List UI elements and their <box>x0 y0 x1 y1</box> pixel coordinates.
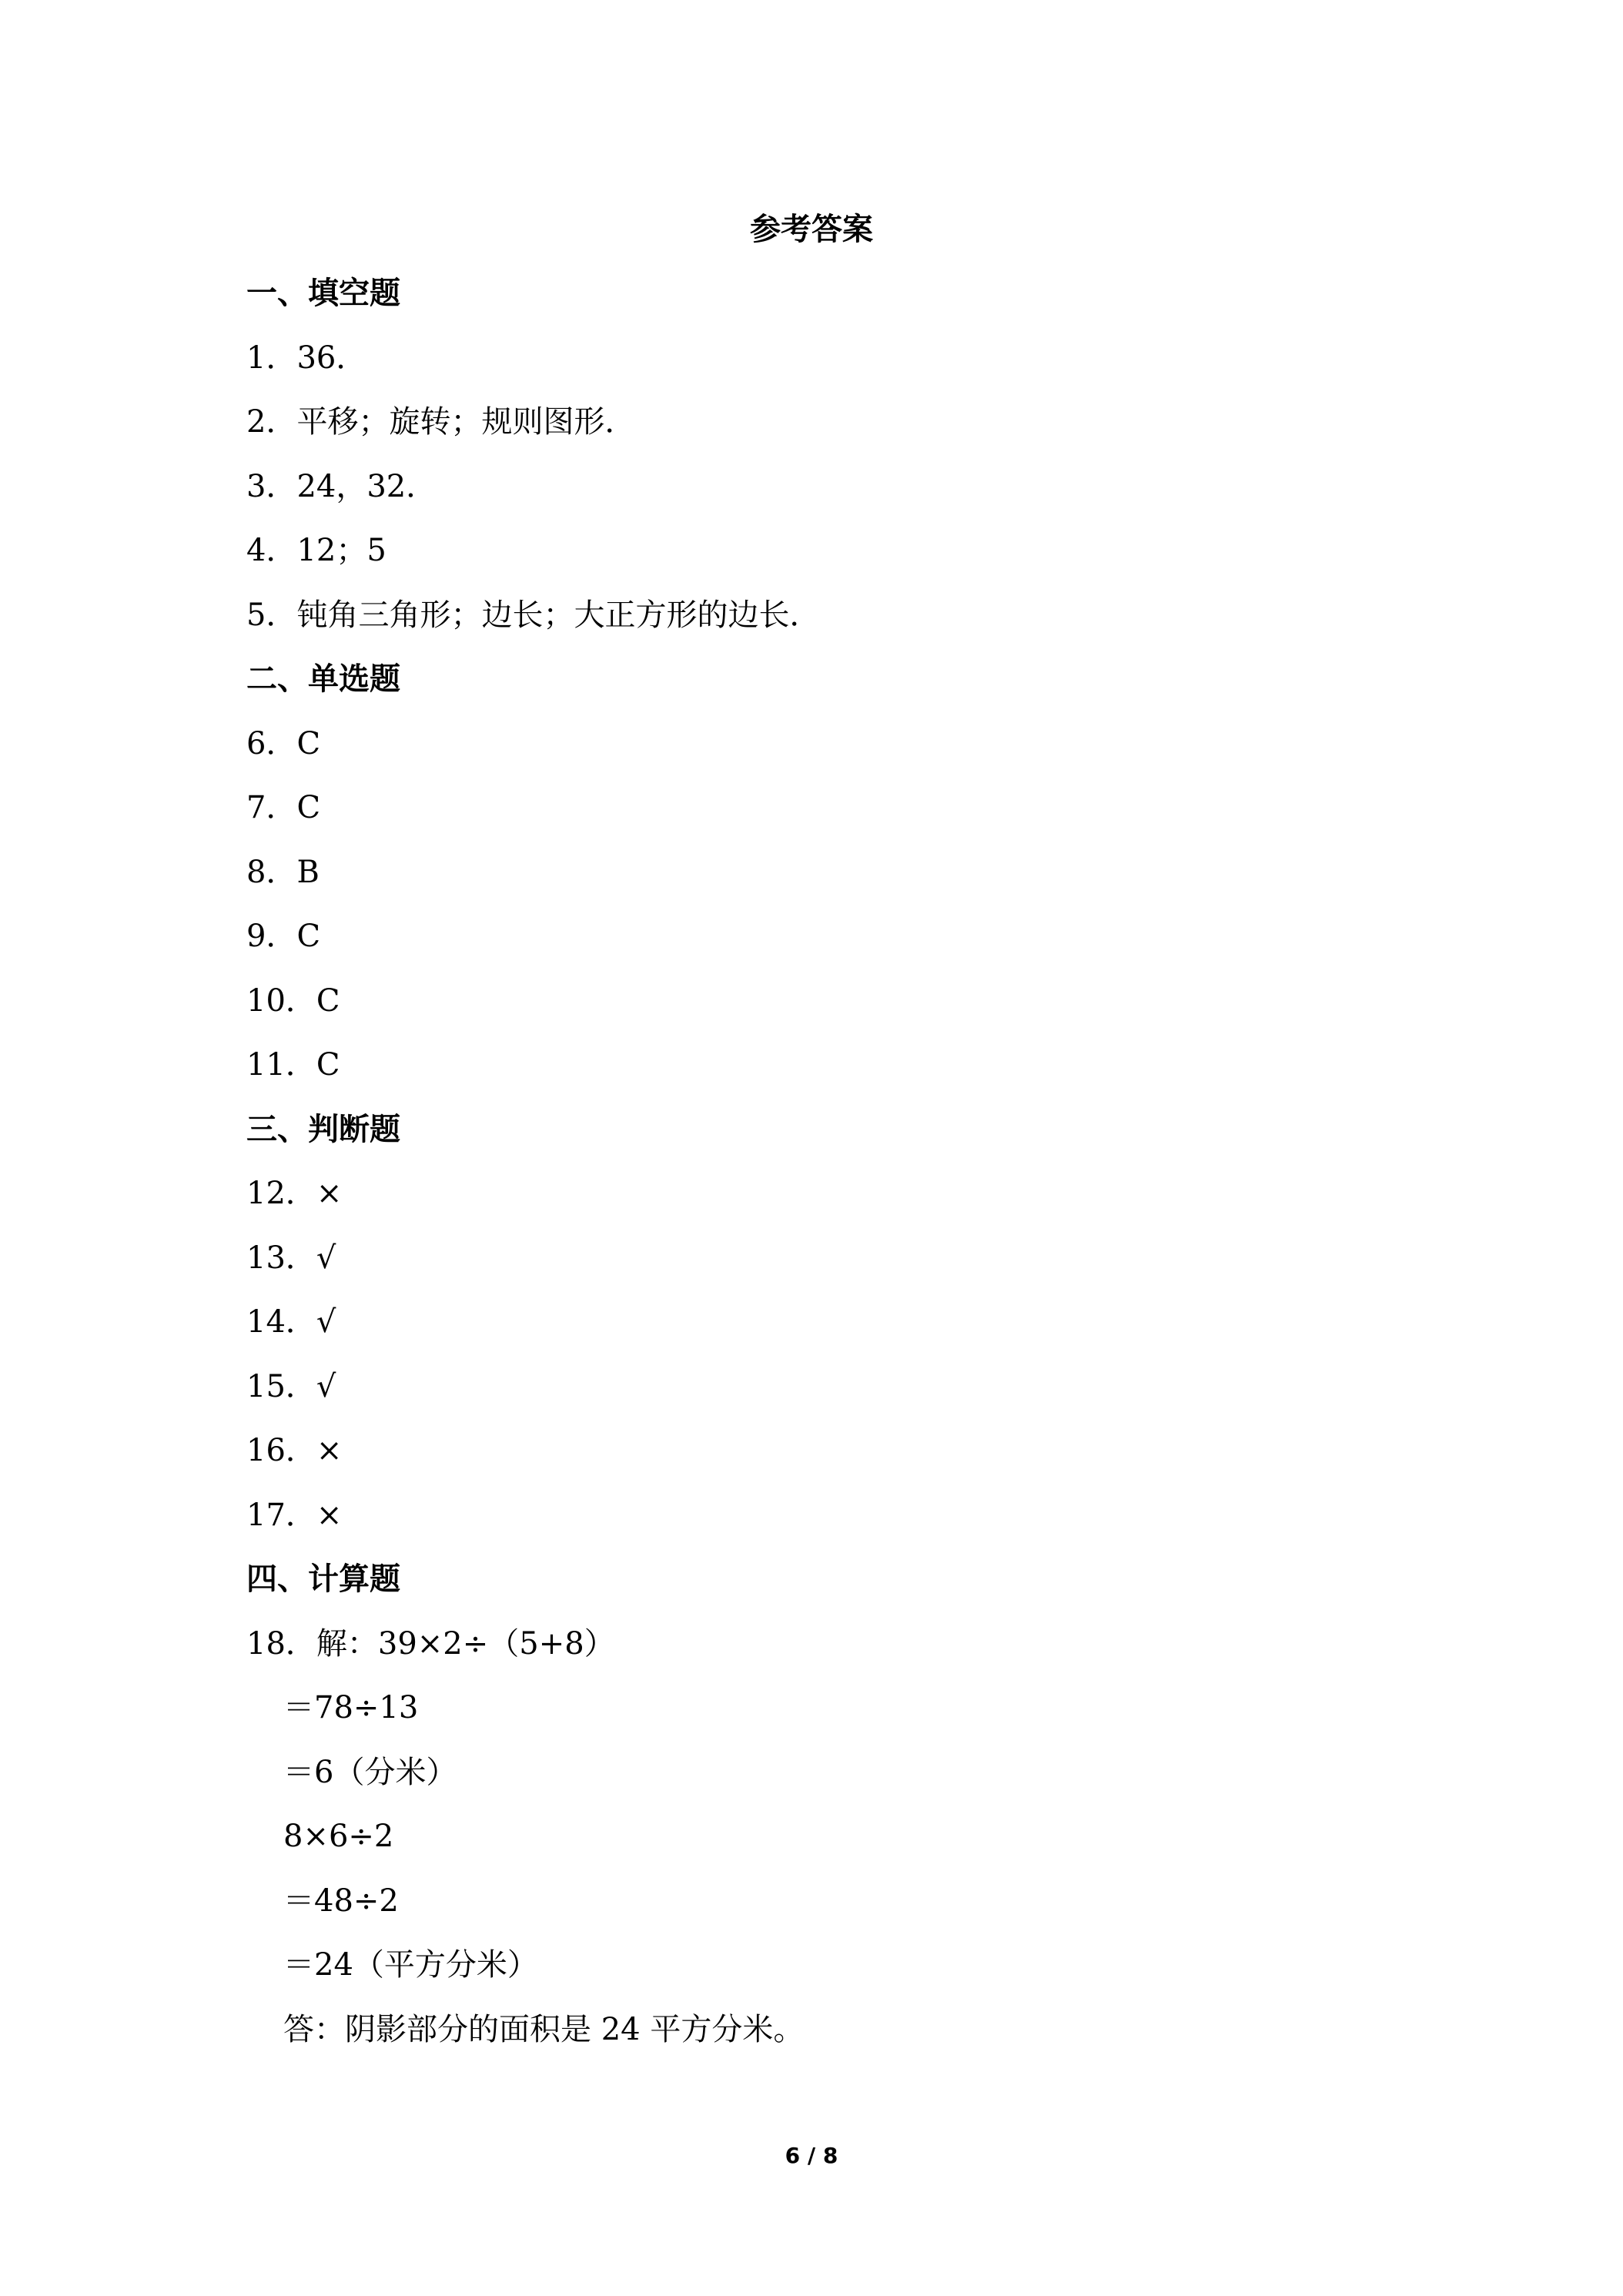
answer-line: 4．12；5 <box>246 533 387 568</box>
answer-content <box>246 273 1401 2073</box>
page-number: 6 / 8 <box>785 2143 838 2168</box>
answer-line: 7．C <box>246 790 321 825</box>
section-heading-calculation: 四、计算题 <box>246 1561 400 1597</box>
calculation-first-line: 18．解：39×2÷（5+8） <box>246 1625 615 1662</box>
answer-line: 10．C <box>246 982 340 1019</box>
answer-line: 12．× <box>246 1176 343 1211</box>
calculation-step: ＝48÷2 <box>283 1883 399 1919</box>
calculation-answer: 答：阴影部分的面积是 24 平方分米。 <box>283 2011 805 2047</box>
answer-line: 8．B <box>246 854 320 890</box>
answer-line: 3．24，32． <box>246 468 437 504</box>
section-heading-fill-blank: 一、填空题 <box>246 276 400 311</box>
answer-line: 1．36． <box>246 340 367 376</box>
section-heading-single-choice: 二、单选题 <box>246 661 400 697</box>
answer-line: 11．C <box>246 1047 340 1083</box>
section-heading-judgement: 三、判断题 <box>246 1111 400 1147</box>
answer-line: 13．√ <box>246 1240 336 1276</box>
answer-line: 9．C <box>246 919 321 954</box>
answer-line: 16．× <box>246 1433 343 1468</box>
calculation-step: ＝24（平方分米） <box>283 1947 538 1983</box>
page-title: 参考答案 <box>750 212 873 247</box>
calculation-step: ＝6（分米） <box>283 1754 457 1790</box>
calculation-step: 8×6÷2 <box>283 1819 394 1854</box>
answer-line: 5．钝角三角形；边长；大正方形的边长． <box>246 597 821 633</box>
answer-line: 15．√ <box>246 1368 336 1404</box>
calculation-step: ＝78÷13 <box>283 1690 419 1725</box>
answer-line: 17．× <box>246 1497 343 1533</box>
answer-line: 14．√ <box>246 1304 336 1340</box>
answer-line: 2．平移；旋转；规则图形． <box>246 404 636 440</box>
answer-line: 6．C <box>246 725 321 761</box>
